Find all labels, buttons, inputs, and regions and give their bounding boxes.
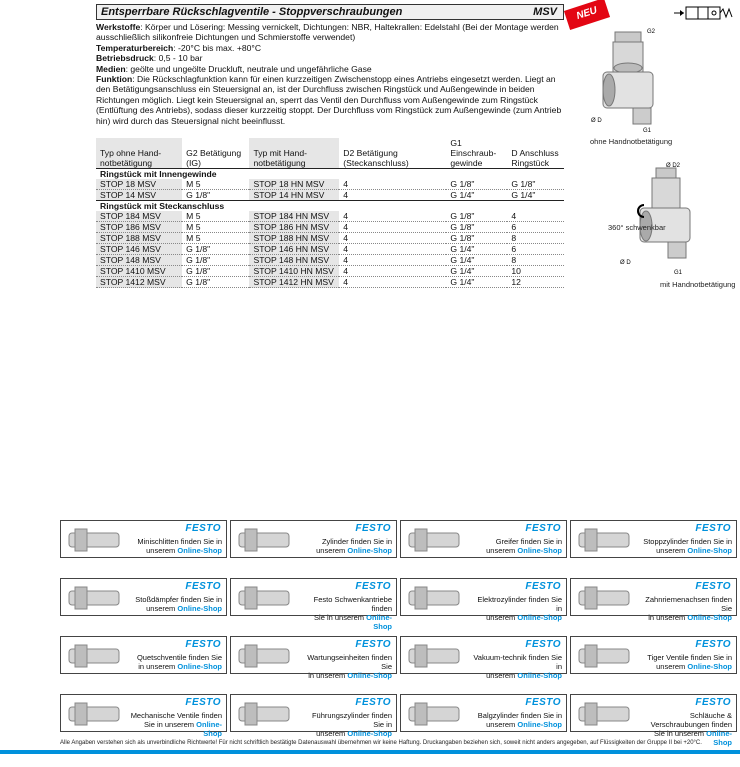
shop-tile[interactable] [230,520,397,558]
shop-tile[interactable] [230,694,397,738]
online-shop-link[interactable]: Online-Shop [347,729,392,738]
product-thumbnail-icon [67,585,123,611]
shop-line2: in unserem [308,671,346,680]
shop-text [640,653,732,671]
shop-line1: Quetschventile finden Sie [136,653,222,662]
online-shop-link[interactable]: Online-Shop [366,613,392,631]
table-cell: STOP 1410 HN MSV [249,266,339,277]
table-cell: 4 [339,244,446,255]
table-cell: 8 [507,233,564,244]
table-section-row [96,169,564,180]
product-thumbnail-icon [237,701,293,727]
rotation-arrow-icon [634,203,648,219]
shop-text [470,595,562,622]
footer-bar [0,750,740,754]
festo-logo: FESTO [525,639,561,650]
temperature-text: : -20°C bis max. +80°C [173,42,262,53]
shop-tile[interactable] [230,578,397,631]
product-thumbnail-icon [407,585,463,611]
table-cell: 4 [339,255,446,266]
shop-line1: Minischlitten finden Sie in [137,537,222,546]
table-row [96,179,564,190]
table-row [96,244,564,255]
festo-logo: FESTO [355,523,391,534]
table-row [96,277,564,288]
table-cell: M 5 [182,233,249,244]
column-header: G1 Einschraub-gewinde [446,138,507,169]
table-cell: G 1/8" [446,222,507,233]
shop-text [130,595,222,613]
table-row [96,222,564,233]
shop-tile[interactable] [400,636,567,680]
online-shop-link[interactable]: Online-Shop [687,662,732,671]
table-cell: G 1/4" [446,266,507,277]
shop-tile[interactable] [60,520,227,558]
table-cell: 4 [339,266,446,277]
shop-tile[interactable] [570,578,737,622]
table-cell: G 1/8" [446,211,507,222]
product-thumbnail-icon [237,585,293,611]
table-cell: M 5 [182,211,249,222]
online-shop-link[interactable]: Online-Shop [706,729,732,747]
festo-logo: FESTO [185,639,221,650]
online-shop-link[interactable]: Online-Shop [517,546,562,555]
materials-text: : Körper und Lösering: Messing vernickelt, Dichtungen: NBR, Haltekrallen: Edelstahl (Bei der Montage werden ausschließlich silikonfreie Dichtungen und Schmierstoffe verwendet) [96,22,559,43]
shop-text [470,711,562,729]
table-cell: 12 [507,277,564,288]
online-shop-link[interactable]: Online-Shop [177,546,222,555]
shop-text [640,537,732,555]
table-cell: G 1/4" [507,190,564,201]
description [96,22,568,126]
table-cell: G 1/8" [182,277,249,288]
materials-label: Werkstoffe [96,22,141,32]
shop-line1: Zylinder finden Sie in [321,537,392,546]
table-cell: STOP 186 MSV [96,222,182,233]
label-d: Ø D [591,118,602,124]
table-cell: 10 [507,266,564,277]
table-cell: STOP 18 HN MSV [249,179,339,190]
shop-line2: unserem [316,546,346,555]
column-header: D Anschluss Ringstück [507,138,564,169]
product-table [96,138,564,288]
product-thumbnail-icon [577,527,633,553]
table-cell: STOP 188 HN MSV [249,233,339,244]
table-row [96,255,564,266]
shop-line2: unserem [316,729,346,738]
table-cell: G 1/8" [507,179,564,190]
table-cell: STOP 146 HN MSV [249,244,339,255]
shop-line2: unserem [656,662,686,671]
festo-logo: FESTO [525,581,561,592]
shop-line1: Festo Schwenkantriebe finden [313,595,392,613]
festo-logo: FESTO [185,697,221,708]
shop-text [300,653,392,680]
online-shop-link[interactable]: Online-Shop [347,671,392,680]
table-cell: STOP 184 MSV [96,211,182,222]
section-title: Entsperrbare Rückschlagventile - Stoppverschraubungen [101,6,403,18]
shop-tile[interactable] [60,636,227,674]
festo-logo: FESTO [185,523,221,534]
product-image-without-override [585,28,675,138]
column-header: Typ ohne Hand-notbetätigung [96,138,182,169]
table-cell: G 1/4" [446,244,507,255]
table-cell: G 1/8" [182,266,249,277]
online-shop-link[interactable]: Online-Shop [177,604,222,613]
section-header [96,4,564,20]
media-text: : geölte und ungeölte Druckluft, neutrale und ungefährliche Gase [125,63,372,74]
shop-line1: Führungszylinder finden Sie in [311,711,392,729]
table-cell: 4 [339,190,446,201]
product-thumbnail-icon [577,585,633,611]
table-cell: STOP 14 HN MSV [249,190,339,201]
shop-line1: Elektrozylinder finden Sie in [477,595,562,613]
temperature-label: Temperaturbereich [96,42,174,53]
shop-line1: Balgzylinder finden Sie in [477,711,562,720]
shop-text [130,711,222,738]
shop-line1: Mechanische Ventile finden [130,711,222,720]
table-cell: 6 [507,222,564,233]
table-cell: STOP 184 HN MSV [249,211,339,222]
table-cell: 8 [507,255,564,266]
table-cell: STOP 186 HN MSV [249,222,339,233]
shop-line2: unserem [486,671,516,680]
shop-text [300,711,392,738]
shop-tile[interactable] [570,636,737,674]
table-cell: G 1/8" [182,190,249,201]
valve-symbol-icon [674,6,736,20]
product-thumbnail-icon [237,643,293,669]
pressure-text: : 0,5 - 10 bar [153,53,203,64]
section-label: Ringstück mit Steckanschluss [96,201,564,212]
shop-line1: Tiger Ventile finden Sie in [647,653,732,662]
table-row [96,233,564,244]
function-label: Funktion [96,74,133,85]
shop-tile[interactable] [400,520,567,558]
product-thumbnail-icon [67,701,123,727]
table-row [96,266,564,277]
festo-logo: FESTO [525,523,561,534]
label-g1: G1 [674,270,683,275]
table-cell: M 5 [182,179,249,190]
product-thumbnail-icon [67,527,123,553]
shop-line1: Schläuche & Verschraubungen finden [650,711,732,729]
shop-tile[interactable] [60,694,227,738]
table-cell: M 5 [182,222,249,233]
shop-line1: Wartungseinheiten finden Sie [307,653,392,671]
section-label: Ringstück mit Innengewinde [96,169,564,180]
online-shop-link[interactable]: Online-Shop [517,613,562,622]
product-thumbnail-icon [407,701,463,727]
media-label: Medien [96,63,126,74]
festo-logo: FESTO [355,697,391,708]
product-thumbnail-icon [67,643,123,669]
online-shop-link[interactable]: Online-Shop [687,613,732,622]
festo-logo: FESTO [695,697,731,708]
table-row [96,190,564,201]
table-cell: 4 [339,222,446,233]
label-d: Ø D [620,260,631,266]
table-cell: G 1/8" [182,244,249,255]
shop-tile[interactable] [570,694,737,747]
product-thumbnail-icon [577,643,633,669]
shop-text [470,537,562,555]
table-header-row [96,138,564,169]
caption-without-override: ohne Handnotbetätigung [590,137,673,146]
series-code: MSV [533,6,557,18]
shop-tile[interactable] [400,578,567,622]
festo-logo: FESTO [695,639,731,650]
table-cell: G 1/4" [446,190,507,201]
rotation-label: 360° schwenkbar [608,223,666,232]
table-cell: 4 [339,211,446,222]
shop-tile[interactable] [570,520,737,558]
table-section-row [96,201,564,212]
shop-line1: Stoßdämpfer finden Sie in [135,595,222,604]
shop-line2: unserem [486,546,516,555]
table-cell: G 1/4" [446,255,507,266]
table-cell: STOP 18 MSV [96,179,182,190]
shop-tile[interactable] [230,636,397,680]
shop-text [300,595,392,631]
shop-line2: unserem [486,613,516,622]
column-header: Typ mit Hand-notbetätigung [249,138,339,169]
function-text: : Die Rückschlagfunktion kann für einen kurzzeitigen Zwischenstopp eines Antriebs eingesetzt werden. Liegt an den Betätigungsanschluss ein Steuersignal an, ist der Durchfluss zwischen Ringstück und Außengewinde in beiden Richtungen möglich. Liegt kein Steuersignal an, sperrt das Ventil den Durchfluss vom Außengewinde zum Ringstück (Entlüftung des Antriebs), sodass dieser kurzzeitig stoppt. Der Durchfluss vom Ringstück zum Außengewinde (zum Antrieb hin) wird durch das Steuersignal nicht beeinflusst. [96,74,562,126]
new-badge: NEU [564,0,610,30]
shop-text [470,653,562,680]
shop-text [300,537,392,555]
table-cell: 4 [339,233,446,244]
online-shop-link[interactable]: Online-Shop [517,720,562,729]
label-d2: Ø D2 [666,163,681,169]
shop-text [640,595,732,622]
column-header: G2 Betätigung (IG) [182,138,249,169]
shop-line1: Zahnriemenachsen finden Sie [645,595,732,613]
table-cell: STOP 1412 HN MSV [249,277,339,288]
table-cell: 4 [339,179,446,190]
table-cell: STOP 148 MSV [96,255,182,266]
column-header: D2 Betätigung (Steckanschluss) [339,138,446,169]
shop-line2: Sie in unserem [314,613,365,622]
table-row [96,211,564,222]
online-shop-link[interactable]: Online-Shop [687,546,732,555]
online-shop-link[interactable]: Online-Shop [177,662,222,671]
shop-line1: Greifer finden Sie in [495,537,562,546]
table-cell: STOP 14 MSV [96,190,182,201]
table-cell: G 1/4" [446,277,507,288]
shop-line2: unserem [486,720,516,729]
shop-line2: Sie in unserem [654,729,705,738]
product-image-with-override [616,160,706,275]
product-thumbnail-icon [407,643,463,669]
festo-logo: FESTO [695,523,731,534]
online-shop-link[interactable]: Online-Shop [517,671,562,680]
product-thumbnail-icon [237,527,293,553]
table-cell: STOP 146 MSV [96,244,182,255]
festo-logo: FESTO [355,639,391,650]
table-cell: 4 [339,277,446,288]
table-cell: G 1/8" [182,255,249,266]
table-cell: STOP 188 MSV [96,233,182,244]
shop-text [130,653,222,671]
product-thumbnail-icon [407,527,463,553]
festo-logo: FESTO [185,581,221,592]
online-shop-link[interactable]: Online-Shop [347,546,392,555]
shop-line2: in unserem [138,662,176,671]
online-shop-link[interactable]: Online-Shop [196,720,222,738]
shop-line1: Vakuum-technik finden Sie in [473,653,562,671]
pressure-label: Betriebsdruck [96,53,154,64]
table-cell: STOP 1410 MSV [96,266,182,277]
shop-line1: Stoppzylinder finden Sie in [643,537,732,546]
product-thumbnail-icon [577,701,633,727]
table-cell: G 1/8" [446,233,507,244]
shop-line2: Sie in unserem [144,720,195,729]
festo-logo: FESTO [695,581,731,592]
festo-logo: FESTO [355,581,391,592]
shop-line2: unserem [146,546,176,555]
shop-line2: unserem [146,604,176,613]
shop-tile[interactable] [60,578,227,616]
caption-with-override: mit Handnotbetätigung [660,280,736,289]
label-g1: G1 [643,128,652,134]
table-cell: 4 [507,211,564,222]
disclaimer: Alle Angaben verstehen sich als unverbindliche Richtwerte! Für nicht schriftlich bestätigte Datenauswahl übernehmen wir keine Haftung. Druckangaben beziehen sich, soweit nicht anders angegeben, auf Flüssigkeiten der Gruppe II bei +20°C. [60,740,702,746]
table-cell: STOP 148 HN MSV [249,255,339,266]
table-cell: STOP 1412 MSV [96,277,182,288]
table-cell: 6 [507,244,564,255]
label-g2: G2 [647,29,656,35]
shop-tile[interactable] [400,694,567,732]
shop-line2: unserem [656,546,686,555]
shop-text [130,537,222,555]
festo-logo: FESTO [525,697,561,708]
shop-line2: in unserem [648,613,686,622]
table-cell: G 1/8" [446,179,507,190]
